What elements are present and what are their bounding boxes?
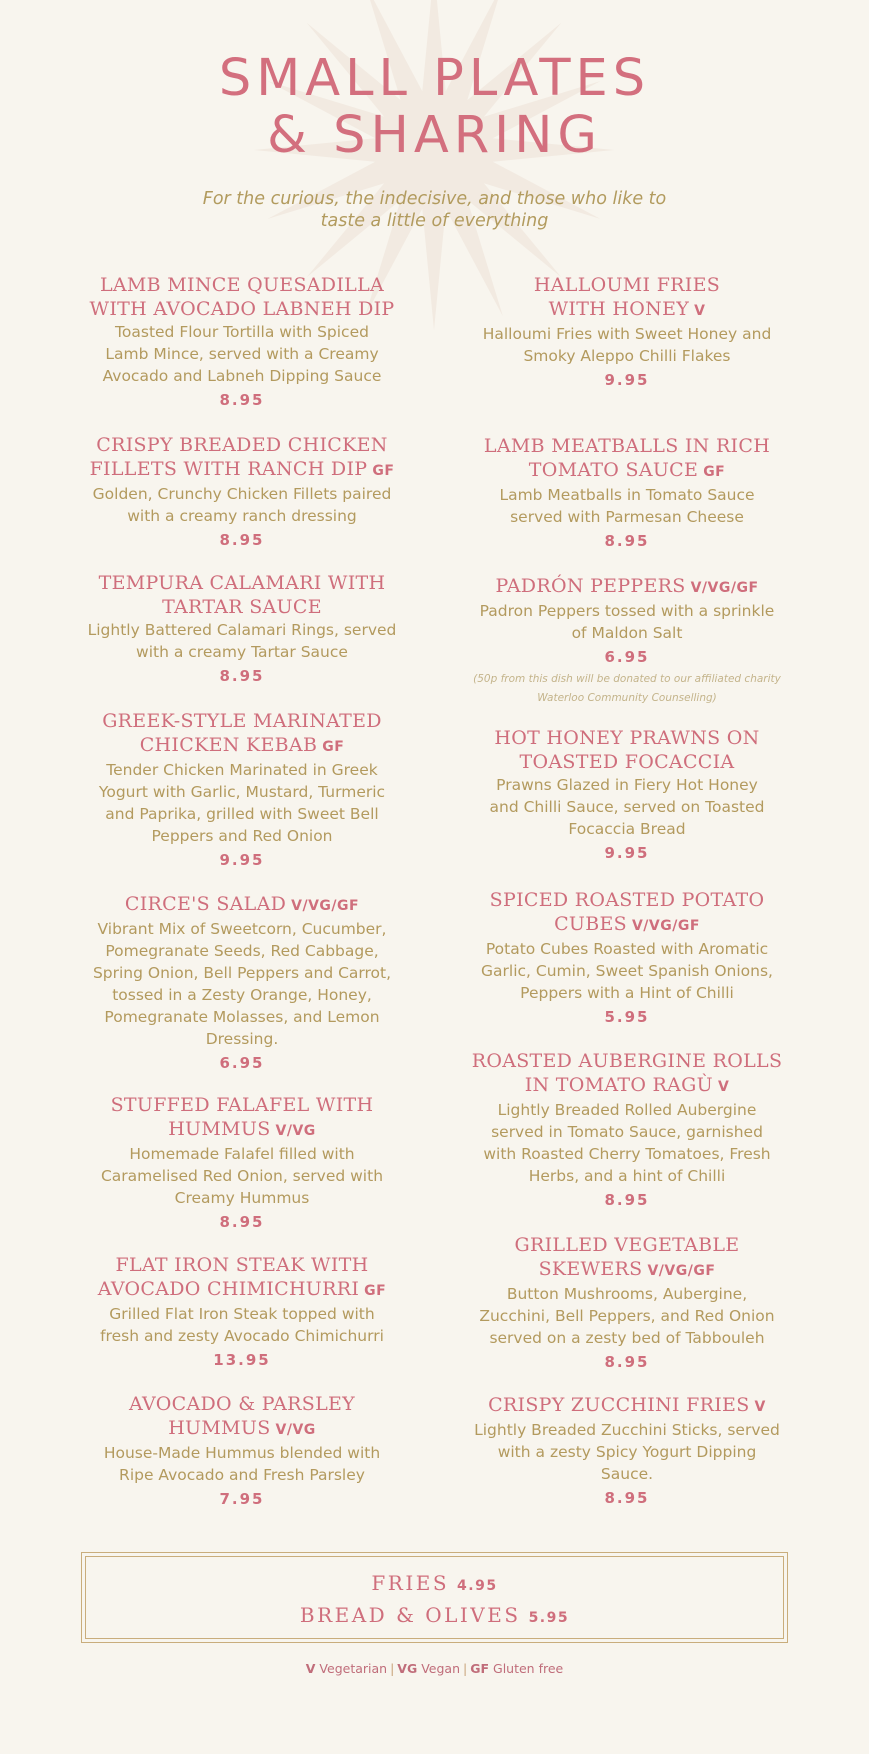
menu-item-name-text: SPICED ROASTED POTATO [489, 889, 765, 911]
menu-item-description-line: Prawns Glazed in Fiery Hot Honey [496, 776, 758, 794]
menu-item-name [437, 1393, 817, 1419]
menu-item-name [437, 434, 817, 484]
menu-item-name-line [52, 1253, 432, 1277]
menu-item-name [437, 574, 817, 600]
legend-code: V [305, 1661, 316, 1676]
menu-item-price: 5.95 [604, 1008, 650, 1026]
menu-item-description [437, 938, 817, 1004]
menu-item-description-line: Pomegranate Molasses, and Lemon [104, 1008, 380, 1026]
menu-item-name-text: HUMMUS [168, 1118, 271, 1140]
menu-item-name-line [437, 750, 817, 774]
menu-item-description [437, 1099, 817, 1187]
menu-item-name [437, 273, 817, 323]
menu-item-name-line [52, 571, 432, 595]
page-subtitle [0, 188, 869, 232]
menu-item-description [52, 759, 432, 847]
menu-item-name-text: WITH AVOCADO LABNEH DIP [89, 298, 395, 320]
menu-item-name [52, 1392, 432, 1442]
menu-item-description [437, 484, 817, 528]
menu-item-name-line [437, 1257, 817, 1283]
extra-item-price: 5.95 [528, 1610, 570, 1626]
menu-item-description-line: Lightly Battered Calamari Rings, served [87, 621, 397, 639]
menu-item-name-line [52, 892, 432, 918]
menu-item-description-line: Spring Onion, Bell Peppers and Carrot, [92, 964, 392, 982]
page-title [0, 50, 869, 164]
charity-note [437, 670, 817, 708]
menu-item-description-line: of Maldon Salt [571, 624, 683, 642]
menu-item-name-line [52, 595, 432, 619]
menu-item-description-line: Homemade Falafel filled with [129, 1145, 355, 1163]
menu-item-description-line: tossed in a Zesty Orange, Honey, [112, 986, 372, 1004]
menu-item-name-text: FILLETS WITH RANCH DIP [89, 458, 368, 480]
charity-note-line: (50p from this dish will be donated to our affiliated charity [473, 673, 781, 685]
menu-item [437, 1233, 817, 1373]
menu-item-price: 8.95 [604, 1353, 650, 1371]
menu-item-description-line: Dressing. [205, 1030, 279, 1048]
menu-item-name [437, 888, 817, 938]
menu-item [437, 726, 817, 864]
menu-item-price: 7.95 [219, 1490, 265, 1508]
menu-item-price: 9.95 [604, 844, 650, 862]
menu-item [437, 434, 817, 552]
dietary-tag: GF [322, 739, 345, 755]
menu-item-name-text: GREEK-STYLE MARINATED [102, 710, 382, 732]
menu-item [52, 571, 432, 687]
extra-item-name: BREAD & OLIVES [299, 1603, 521, 1627]
menu-item-name-line [52, 709, 432, 733]
menu-item-name-text: TEMPURA CALAMARI WITH [98, 572, 386, 594]
menu-item-name-text: HOT HONEY PRAWNS ON [494, 727, 760, 749]
dietary-tag: V/VG [275, 1422, 316, 1438]
menu-item-name-line [437, 1049, 817, 1073]
extras-list [82, 1569, 787, 1633]
menu-item-name-text: IN TOMATO RAGÙ [524, 1074, 713, 1096]
menu-item-price: 6.95 [604, 648, 650, 666]
menu-item-name-line [437, 912, 817, 938]
title-line-2: & SHARING [267, 106, 602, 165]
charity-note-line: Waterloo Community Counselling) [537, 692, 717, 704]
menu-item-name-line [437, 1073, 817, 1099]
menu-item-name [52, 709, 432, 759]
menu-item-name-text: PADRÓN PEPPERS [495, 575, 686, 597]
extra-item-name: FRIES [371, 1571, 450, 1595]
menu-item-price: 8.95 [219, 391, 265, 409]
menu-item-name-text: SKEWERS [538, 1258, 643, 1280]
menu-item-name-text: LAMB MEATBALLS IN RICH [483, 435, 771, 457]
menu-item [437, 888, 817, 1028]
menu-item-name-line [437, 458, 817, 484]
menu-item-description [52, 321, 432, 387]
extra-item [82, 1569, 787, 1601]
menu-item-description [437, 600, 817, 644]
menu-item-description [52, 1442, 432, 1486]
menu-item-description-line: fresh and zesty Avocado Chimichurri [100, 1327, 384, 1345]
menu-item-name-text: CRISPY BREADED CHICKEN [96, 434, 388, 456]
menu-item-name [437, 1233, 817, 1283]
menu-item-description-line: and Chilli Sauce, served on Toasted [489, 798, 765, 816]
legend-code: VG [397, 1661, 418, 1676]
menu-item-name-line [437, 297, 817, 323]
menu-item-name-text: AVOCADO CHIMICHURRI [97, 1278, 360, 1300]
menu-item-name-text: CRISPY ZUCCHINI FRIES [488, 1394, 750, 1416]
menu-item-name [437, 726, 817, 774]
menu-item-description-line: Toasted Flour Tortilla with Spiced [115, 323, 369, 341]
menu-item [52, 892, 432, 1074]
menu-item-price: 8.95 [604, 532, 650, 550]
menu-item-description-line: Peppers and Red Onion [151, 827, 333, 845]
menu-item-description-line: Golden, Crunchy Chicken Fillets paired [92, 485, 392, 503]
dietary-tag: GF [703, 464, 726, 480]
menu-item-description-line: served in Tomato Sauce, garnished [491, 1123, 763, 1141]
menu-item-price: 8.95 [219, 667, 265, 685]
menu-item-description-line: Pomegranate Seeds, Red Cabbage, [105, 942, 379, 960]
menu-item-name [52, 273, 432, 321]
menu-item-name-line [437, 1233, 817, 1257]
menu-item-description-line: served on a zesty bed of Tabbouleh [489, 1329, 765, 1347]
dietary-tag: V [694, 303, 706, 319]
menu-item-name [52, 1093, 432, 1143]
menu-item-description-line: Zucchini, Bell Peppers, and Red Onion [479, 1307, 775, 1325]
menu-item-price: 8.95 [604, 1489, 650, 1507]
menu-item-price: 8.95 [219, 1213, 265, 1231]
menu-item [52, 433, 432, 551]
dietary-tag: V/VG/GF [647, 1263, 716, 1279]
menu-item-description-line: Vibrant Mix of Sweetcorn, Cucumber, [97, 920, 387, 938]
menu-item-name-text: TOMATO SAUCE [528, 459, 699, 481]
menu-item-name-line [437, 726, 817, 750]
menu-item-name-text: GRILLED VEGETABLE [514, 1234, 740, 1256]
legend-label: Vegan [417, 1661, 460, 1676]
menu-item-name [52, 433, 432, 483]
menu-item-price: 8.95 [219, 531, 265, 549]
legend-label: Gluten free [489, 1661, 564, 1676]
menu-item-name [437, 1049, 817, 1099]
menu-item-description-line: Lightly Breaded Rolled Aubergine [497, 1101, 757, 1119]
menu-item-description [437, 1419, 817, 1485]
menu-item-name [52, 1253, 432, 1303]
menu-item-description [52, 1143, 432, 1209]
menu-item-name-text: HUMMUS [168, 1417, 271, 1439]
menu-item-description-line: Caramelised Red Onion, served with [100, 1167, 384, 1185]
menu-item-description-line: served with Parmesan Cheese [510, 508, 744, 526]
menu-item-description [437, 1283, 817, 1349]
dietary-tag: V [754, 1399, 766, 1415]
menu-item-description-line: Tender Chicken Marinated in Greek [106, 761, 378, 779]
menu-item [52, 709, 432, 871]
menu-item-name-line [52, 1416, 432, 1442]
menu-item-description [437, 774, 817, 840]
extra-item-price: 4.95 [457, 1578, 498, 1594]
title-line-1: SMALL PLATES [218, 49, 651, 108]
dietary-tag: V/VG/GF [690, 580, 759, 596]
legend-separator: | [390, 1661, 395, 1676]
menu-item-name-line [437, 1393, 817, 1419]
menu-item-description-line: Grilled Flat Iron Steak topped with [109, 1305, 375, 1323]
menu-item [52, 273, 432, 411]
menu-item-description-line: Ripe Avocado and Fresh Parsley [119, 1466, 365, 1484]
menu-item [52, 1253, 432, 1371]
subtitle-line-2: taste a little of everything [320, 211, 549, 231]
menu-item-description-line: Button Mushrooms, Aubergine, [506, 1285, 748, 1303]
menu-item-description-line: Lightly Breaded Zucchini Sticks, served [474, 1421, 780, 1439]
menu-item-description-line: Smoky Aleppo Chilli Flakes [523, 347, 731, 365]
menu-item-name-line [52, 1093, 432, 1117]
menu-item-name-text: CHICKEN KEBAB [139, 734, 318, 756]
menu-item-description-line: Potato Cubes Roasted with Aromatic [485, 940, 769, 958]
menu-item [437, 273, 817, 391]
menu-item-name-text: TARTAR SAUCE [162, 596, 322, 618]
menu-item-description-line: with a creamy ranch dressing [127, 507, 357, 525]
menu-item-description [52, 483, 432, 527]
menu-item-name-line [437, 434, 817, 458]
menu-item [437, 1049, 817, 1211]
menu-item-price: 9.95 [219, 851, 265, 869]
menu-item-description-line: Herbs, and a hint of Chilli [528, 1167, 726, 1185]
menu-item [437, 574, 817, 708]
menu-item-name-line [52, 1117, 432, 1143]
dietary-tag: GF [372, 463, 395, 479]
menu-item-name-line [52, 733, 432, 759]
menu-item-name [52, 571, 432, 619]
menu-item-name-line [52, 433, 432, 457]
menu-item-description-line: with a zesty Spicy Yogurt Dipping [497, 1443, 757, 1461]
menu-item-description-line: Peppers with a Hint of Chilli [520, 984, 734, 1002]
menu-item-description-line: Lamb Mince, served with a Creamy [105, 345, 379, 363]
dietary-legend [0, 1661, 869, 1676]
menu-item-name [52, 892, 432, 918]
menu-item-description-line: Garlic, Cumin, Sweet Spanish Onions, [481, 962, 773, 980]
menu-item-name-line [437, 888, 817, 912]
menu-item-description-line: Focaccia Bread [568, 820, 686, 838]
legend-separator: | [463, 1661, 468, 1676]
menu-item-description-line: Creamy Hummus [174, 1189, 310, 1207]
menu-item-name-line [52, 297, 432, 321]
menu-item-description [52, 1303, 432, 1347]
menu-item-name-text: HALLOUMI FRIES [533, 274, 721, 296]
dietary-tag: V/VG [275, 1123, 316, 1139]
menu-item-description-line: Padron Peppers tossed with a sprinkle [479, 602, 775, 620]
menu-item-description-line: with Roasted Cherry Tomatoes, Fresh [483, 1145, 771, 1163]
menu-item-description-line: Lamb Meatballs in Tomato Sauce [499, 486, 755, 504]
menu-item-name-line [52, 457, 432, 483]
menu-item-name-text: AVOCADO & PARSLEY [128, 1393, 355, 1415]
menu-item-description-line: with a creamy Tartar Sauce [136, 643, 348, 661]
menu-item-name-line [437, 574, 817, 600]
menu-item-description [52, 619, 432, 663]
menu-item-description [52, 918, 432, 1050]
menu-item-name-text: CUBES [554, 913, 627, 935]
menu-item-name-text: TOASTED FOCACCIA [519, 751, 735, 773]
menu-item-name-text: ROASTED AUBERGINE ROLLS [471, 1050, 783, 1072]
subtitle-line-1: For the curious, the indecisive, and those who like to [202, 189, 667, 209]
menu-item-name-line [52, 273, 432, 297]
menu-item-description [437, 323, 817, 367]
menu-item-name-line [52, 1392, 432, 1416]
menu-item-description-line: Yogurt with Garlic, Mustard, Turmeric [98, 783, 386, 801]
extras-box [81, 1552, 788, 1643]
menu-item [52, 1392, 432, 1510]
menu-item-name-text: LAMB MINCE QUESADILLA [99, 274, 385, 296]
dietary-tag: V/VG/GF [291, 898, 360, 914]
menu-item-description-line: Avocado and Labneh Dipping Sauce [102, 367, 382, 385]
menu-item-name-line [437, 273, 817, 297]
menu-item-description-line: House-Made Hummus blended with [103, 1444, 381, 1462]
menu-item-description-line: Halloumi Fries with Sweet Honey and [482, 325, 772, 343]
menu-item [437, 1393, 817, 1509]
menu-item-price: 6.95 [219, 1054, 265, 1072]
legend-label: Vegetarian [315, 1661, 388, 1676]
menu-item-name-text: STUFFED FALAFEL WITH [110, 1094, 374, 1116]
menu-item [52, 1093, 432, 1233]
menu-item-name-text: WITH HONEY [548, 298, 690, 320]
dietary-tag: V [717, 1079, 730, 1095]
menu-item-description-line: Sauce. [600, 1465, 654, 1483]
menu-item-name-text: CIRCE'S SALAD [124, 893, 287, 915]
menu-item-description-line: and Paprika, grilled with Sweet Bell [105, 805, 379, 823]
dietary-tag: V/VG/GF [631, 918, 700, 934]
menu-item-name-line [52, 1277, 432, 1303]
extra-item [82, 1601, 787, 1633]
menu-item-price: 9.95 [604, 371, 650, 389]
menu-item-name-text: FLAT IRON STEAK WITH [115, 1254, 369, 1276]
legend-code: GF [470, 1661, 490, 1676]
dietary-tag: GF [364, 1283, 387, 1299]
menu-item-price: 13.95 [213, 1351, 271, 1369]
menu-item-price: 8.95 [604, 1191, 650, 1209]
